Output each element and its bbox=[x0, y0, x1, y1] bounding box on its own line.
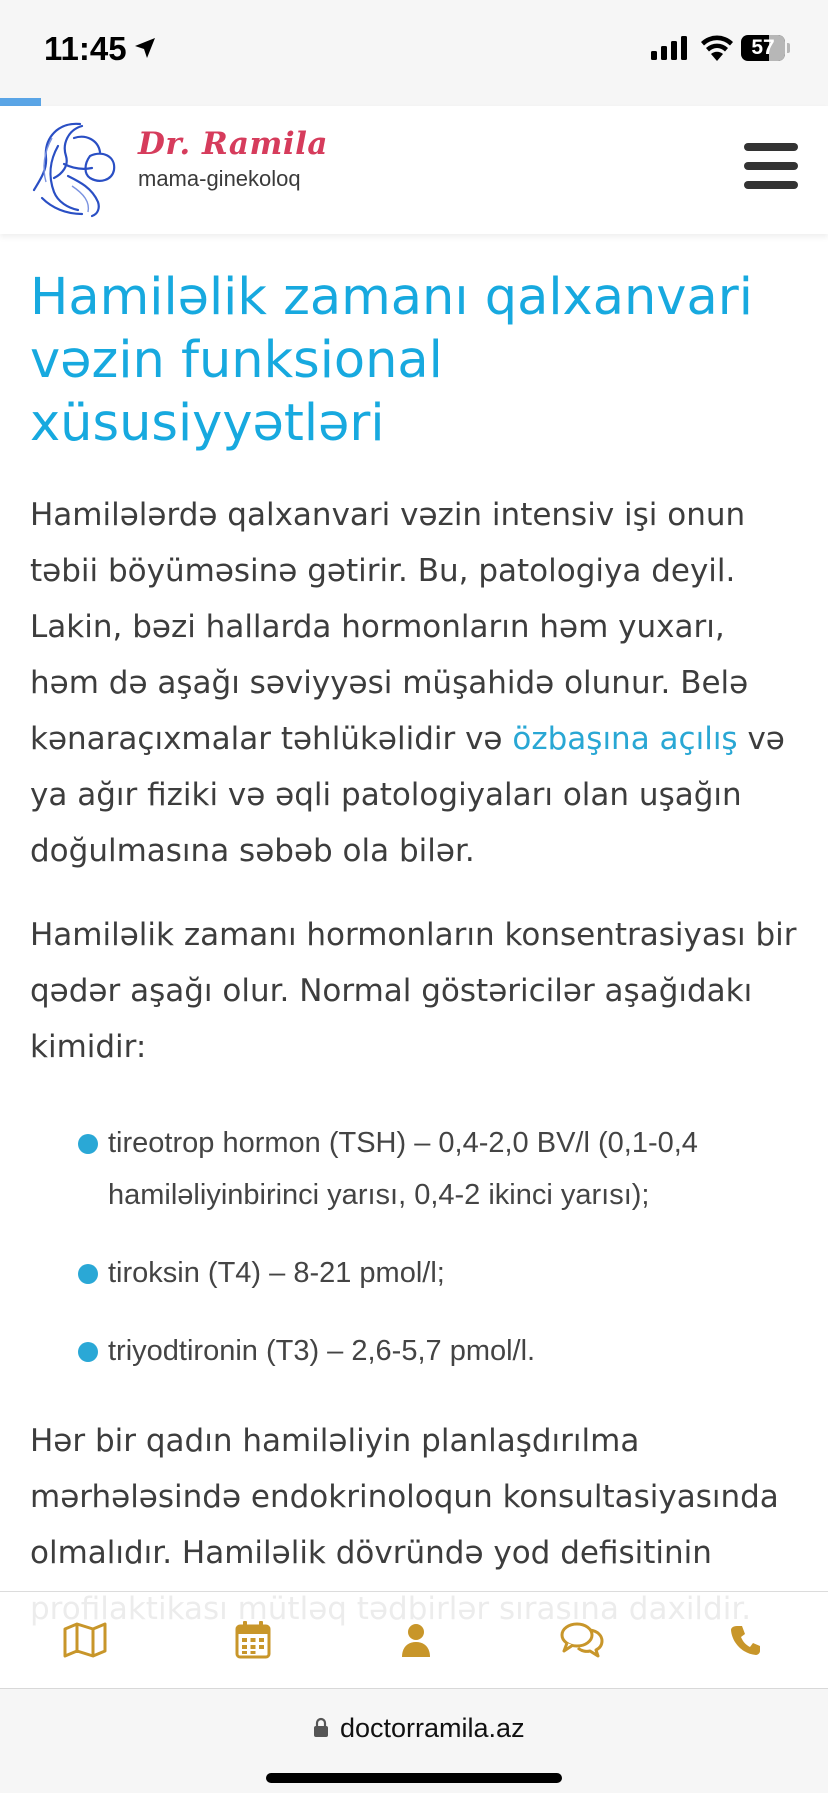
battery-cap bbox=[787, 43, 790, 53]
list-item-text: tireotrop hormon (TSH) – 0,4-2,0 BV/l (0,1-0,4 hamiləliyinbirinci yarısı, 0,4-2 ikinci yarısı); bbox=[108, 1127, 698, 1211]
browser-url-bar[interactable] bbox=[0, 1688, 828, 1793]
chat-icon bbox=[560, 1622, 604, 1658]
bullet-dot-icon bbox=[78, 1134, 98, 1154]
home-indicator[interactable] bbox=[266, 1773, 562, 1783]
list-item bbox=[78, 1325, 800, 1377]
article bbox=[30, 266, 800, 1637]
inline-link[interactable]: özbaşına açılış bbox=[512, 721, 738, 757]
article-paragraph: Hamiləlik zamanı hormonların konsentrasiyası bir qədər aşağı olur. Normal göstəricilər aşağıdakı kimidir: bbox=[30, 917, 797, 1065]
user-icon bbox=[400, 1623, 432, 1657]
bullet-dot-icon bbox=[78, 1264, 98, 1284]
call-button[interactable] bbox=[718, 1612, 774, 1668]
battery-level: 57 bbox=[751, 36, 775, 59]
wifi-icon bbox=[700, 35, 734, 61]
bullet-dot-icon bbox=[78, 1342, 98, 1362]
calendar-button[interactable] bbox=[225, 1612, 281, 1668]
reading-progress-bar bbox=[0, 98, 828, 106]
hormone-norms-list bbox=[30, 1117, 800, 1377]
paragraph-text: Hamilələrdə qalxanvari vəzin intensiv işi onun təbii böyüməsinə gətirir. Bu, patologiya deyil. Lakin, bəzi hallarda hormonların həm yuxarı, həm də aşağı səviyyəsi müşahidə olunur. Belə kənaraçıxmalar təhlükəlidir və bbox=[30, 497, 749, 757]
status-bar bbox=[0, 0, 828, 98]
battery-icon bbox=[741, 35, 785, 61]
lock-icon bbox=[313, 1717, 329, 1737]
article-paragraph: Hər bir qadın hamiləliyin planlaşdırılma mərhələsində endokrinoloqun konsultasiyasında olmalıdır. Hamiləlik dövründə yod defisitinin bbox=[30, 1423, 779, 1571]
article-title: Hamiləlik zamanı qalxanvari vəzin funksional xüsusiyyətləri bbox=[30, 268, 753, 453]
article-paragraph bbox=[30, 487, 800, 879]
hamburger-menu-icon[interactable] bbox=[744, 143, 798, 189]
reading-progress-fill bbox=[0, 98, 41, 106]
list-item-text: triyodtironin (T3) – 2,6-5,7 pmol/l. bbox=[108, 1335, 536, 1367]
profile-button[interactable] bbox=[388, 1612, 444, 1668]
list-item bbox=[78, 1117, 800, 1221]
list-item-text: tiroksin (T4) – 8-21 pmol/l; bbox=[108, 1257, 445, 1289]
chat-button[interactable] bbox=[554, 1612, 610, 1668]
logo-name[interactable]: Dr. Ramila bbox=[138, 126, 328, 162]
location-arrow-icon bbox=[133, 36, 157, 60]
bottom-nav bbox=[0, 1591, 828, 1689]
map-icon bbox=[63, 1622, 107, 1658]
list-item bbox=[78, 1247, 800, 1299]
logo-subtitle[interactable]: mama-ginekoloq bbox=[138, 166, 301, 191]
paragraph-text: və ya ağır fiziki və əqli patologiyaları olan uşağın doğulmasına səbəb ola bilər. bbox=[30, 721, 785, 869]
url-text[interactable]: doctorramila.az bbox=[340, 1713, 525, 1743]
map-button[interactable] bbox=[57, 1612, 113, 1668]
phone-icon bbox=[730, 1624, 762, 1656]
site-header bbox=[0, 106, 828, 234]
mother-child-logo-icon[interactable] bbox=[28, 116, 132, 220]
cellular-signal-icon bbox=[651, 36, 689, 60]
calendar-icon bbox=[235, 1621, 271, 1659]
status-time: 11:45 bbox=[44, 30, 127, 67]
